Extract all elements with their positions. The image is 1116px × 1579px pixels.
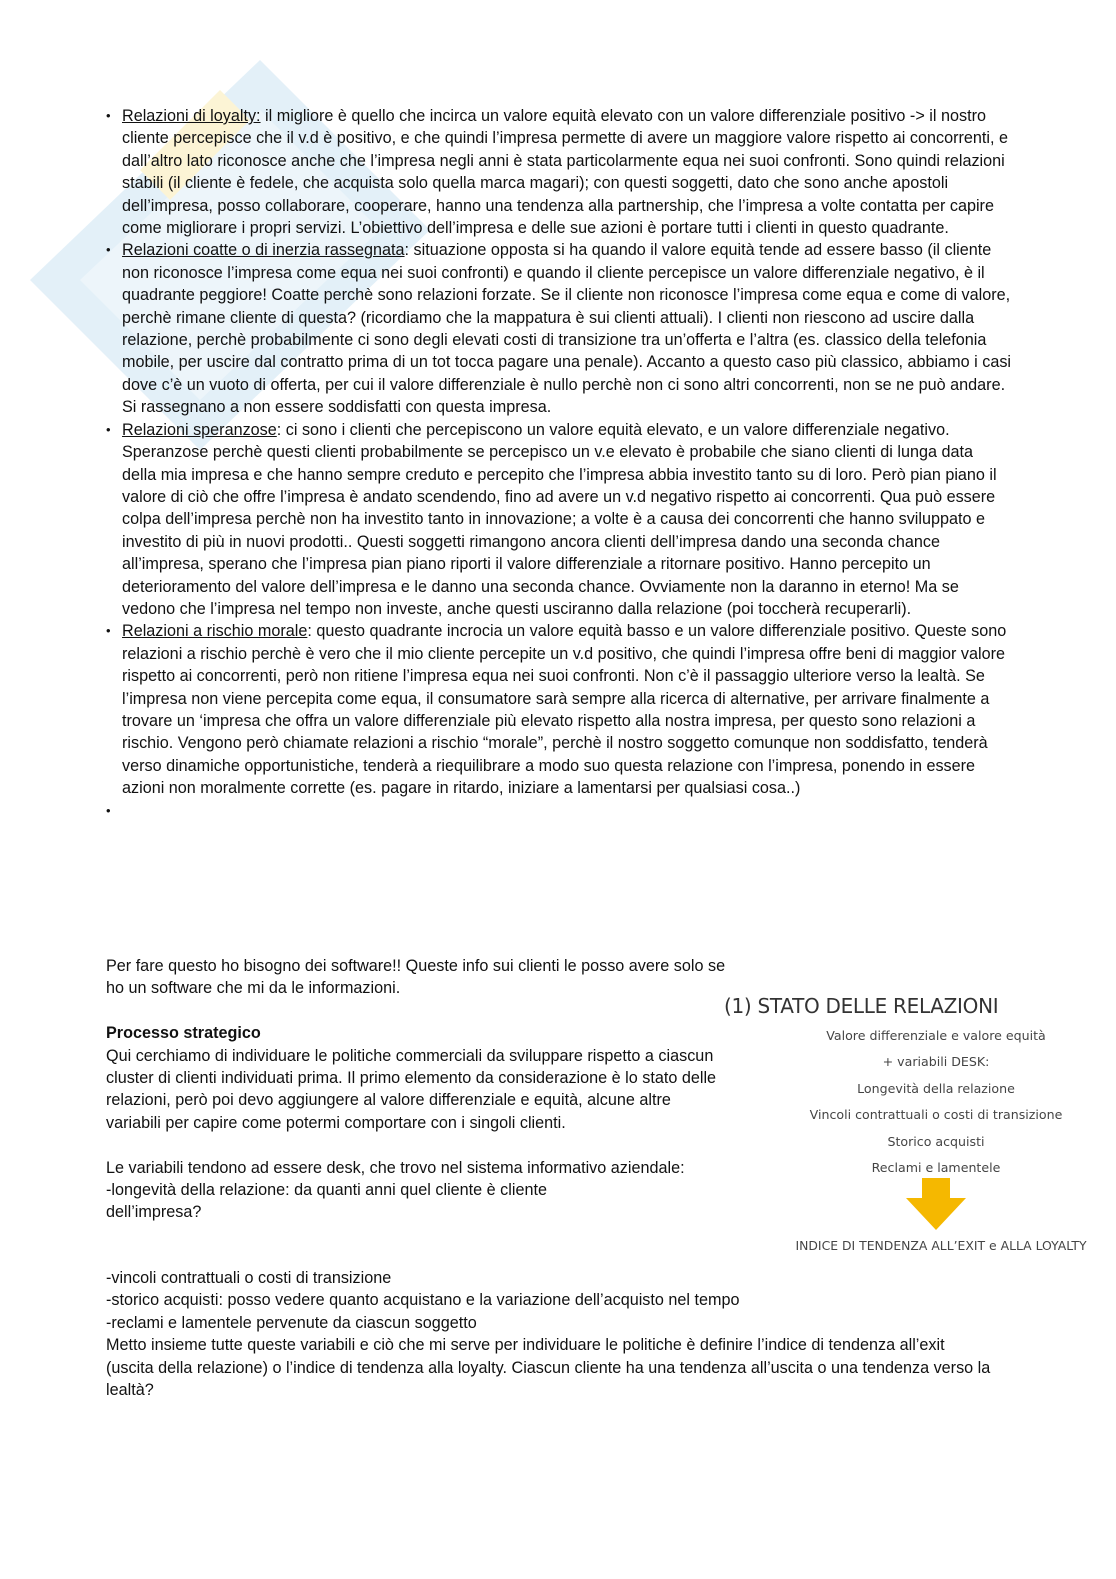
figure-line: Vincoli contrattuali o costi di transizione [809, 1107, 1063, 1122]
variable-contracts: -vincoli contrattuali o costi di transizione [106, 1269, 392, 1287]
figure-line: Longevità della relazione [857, 1081, 1015, 1096]
figure-line: + variabili DESK: [882, 1054, 990, 1069]
bullet-label: Relazioni speranzose [122, 420, 277, 439]
bullet-text: : questo quadrante incrocia un valore equità basso e un valore differenziale positivo. Queste sono relazioni a rischio perchè è vero che il mio cliente percepite un v.d positivo, che quindi l’impresa offre beni di maggior valore rispetto ai concorrenti, però non ritiene l’impresa equa nei suoi confronti. Non c’è il passaggio ulteriore verso la lealtà. Se l’impresa non viene percepita come equa, il consumatore sarà sempre alla ricerca di alternative, per arrivare finalmente a trovare un ‘impresa che offra un valore differenziale più elevato rispetto alla nostra impresa, per questo sono relazioni a rischio. Vengono però chiamate relazioni a rischio “morale”, perchè il nostro soggetto comunque non soddisfatto, tenderà verso dinamiche opportunistiche, tenderà a riequilibrare a modo suo questa relazione con l’impresa, ponendo in essere azioni non moralmente corrette (es. pagare in ritardo, iniziare a lamentarsi per qualsiasi cosa..) [122, 622, 1007, 798]
down-arrow-icon [904, 1178, 968, 1230]
relations-status-figure [720, 994, 1100, 1264]
bullet-text: : situazione opposta si ha quando il valore equità tende ad essere basso (il cliente non riconosce l’impresa come equa nei suoi confronti) e quando il cliente percepisce un valore differenziale negativo, è il quadrante peggiore! Coatte perchè sono relazioni forzate. Se il cliente non riconosce l’impresa come equa e come di valore, perchè rimane cliente di questa? (ricordiamo che la mappatura è sui clienti attuali). I clienti non riescono ad uscire dalla relazione, perchè probabilmente ci sono degli elevati costi di transizione tra un’offerta e l’altra (es. classico della telefonia mobile, per uscire dal contratto prima di un tot tocca pagare una penale). Accanto a questo caso più classico, abbiamo i casi dove c’è un vuoto di offerta, per cui il valore differenziale è nullo perchè non ci sono altri concorrenti, non se ne può andare. Si rassegnano a non essere soddisfatti con questa impresa. [122, 241, 1012, 417]
bullet-loyalty [106, 105, 1011, 239]
bullet-label: Relazioni a rischio morale [122, 622, 308, 641]
conclusion-paragraph: Metto insieme tutte queste variabili e ciò che mi serve per individuare le politiche è definire l’indice di tendenza all’exit (uscita della relazione) o l’indice di tendenza alla loyalty. Ciascun cliente ha una tendenza all’uscita o una tendenza verso la lealtà? [106, 1336, 991, 1400]
software-note: Per fare questo ho bisogno dei software!! Queste info sui clienti le posso avere solo se ho un software che mi da le informazioni. [106, 957, 726, 998]
figure-line: Reclami e lamentele [871, 1160, 1001, 1175]
bullet-coatte [106, 239, 1011, 418]
variable-history: -storico acquisti: posso vedere quanto acquistano e la variazione dell’acquisto nel tempo [106, 1291, 740, 1310]
figure-line: Storico acquisti [887, 1134, 985, 1149]
bullet-label: Relazioni coatte o di inerzia rassegnata [122, 241, 405, 260]
strategic-paragraph: Qui cerchiamo di individuare le politiche commerciali da sviluppare rispetto a ciascun cluster di clienti individuati prima. Il primo elemento da considerazione è lo stato delle relazioni, però poi devo aggiungere al valore differenziale e equità, alcune altre variabili per capire come potermi comportare con i singoli clienti. [106, 1046, 717, 1132]
relationship-types-list [106, 105, 1011, 822]
variables-continued [106, 1267, 1006, 1401]
strategic-section [106, 955, 726, 1224]
bullet-label: Relazioni di loyalty: [122, 107, 261, 125]
variable-longevity: -longevità della relazione: da quanti anni quel cliente è cliente dell’impresa? [106, 1181, 547, 1222]
bullet-text: : ci sono i clienti che percepiscono un valore equità elevato, e un valore differenziale negativo. Speranzose perchè questi clienti probabilmente se percepisco un v.e elevato è probabile che siano clienti di lunga data della mia impresa e che hanno sempre creduto e percepito che l’impresa abbia investito tanto su di loro. Però pian piano il valore di ciò che offre l’impresa è andato scendendo, fino ad avere un v.d negativo rispetto ai concorrenti. Qua può essere colpa dell’impresa perchè non ha investito tanto in innovazione; a volte è a causa dei concorrenti che hanno sviluppato e investito di più in nuovi prodotti.. Questi soggetti rimangono ancora clienti dell’impresa dando una seconda chance all’impresa, sperano che l’impresa pian piano riporti il valore differenziale a ritornare positivo. Hanno percepito un deterioramento del valore dell’impresa e le danno una seconda chance. Ovviamente non la daranno in eterno! Ma se vedono che l’impresa nel tempo non investe, anche questi usciranno dalla relazione (poi toccherà recuperarli). [122, 420, 997, 618]
figure-line: Valore differenziale e valore equità [826, 1028, 1046, 1043]
figure-result: INDICE DI TENDENZA ALL’EXIT e ALLA LOYALTY [795, 1238, 1087, 1253]
bullet-empty [106, 800, 1011, 822]
bullet-text: il migliore è quello che incirca un valore equità elevato con un valore differenziale positivo -> il nostro cliente percepisce che il v.d è positivo, e che quindi l’impresa permette di avere un maggiore valore rispetto ai concorrenti, e dall’altro lato riconosce anche che l’impresa negli anni è stata particolarmente equa nei suoi confronti. Sono quindi relazioni stabili (il cliente è fedele, che acquista solo quella marca magari); con questi soggetti, dato che sono anche apostoli dell’impresa, posso collaborare, cooperare, hanno una tendenza alla partnership, che l’impresa a volte contatta per capire come migliorare i propri servizi. L’obiettivo dell’impresa e delle sue azioni è portare tutti i clienti in questo quadrante. [122, 107, 1008, 238]
variable-complaints: -reclami e lamentele pervenute da ciascun soggetto [106, 1313, 477, 1332]
bullet-speranzose [106, 419, 1011, 621]
section-heading: Processo strategico [106, 1024, 261, 1043]
variables-intro: Le variabili tendono ad essere desk, che trovo nel sistema informativo aziendale: [106, 1158, 685, 1177]
figure-title: (1) STATO DELLE RELAZIONI [724, 994, 999, 1018]
bullet-rischio-morale [106, 620, 1011, 799]
